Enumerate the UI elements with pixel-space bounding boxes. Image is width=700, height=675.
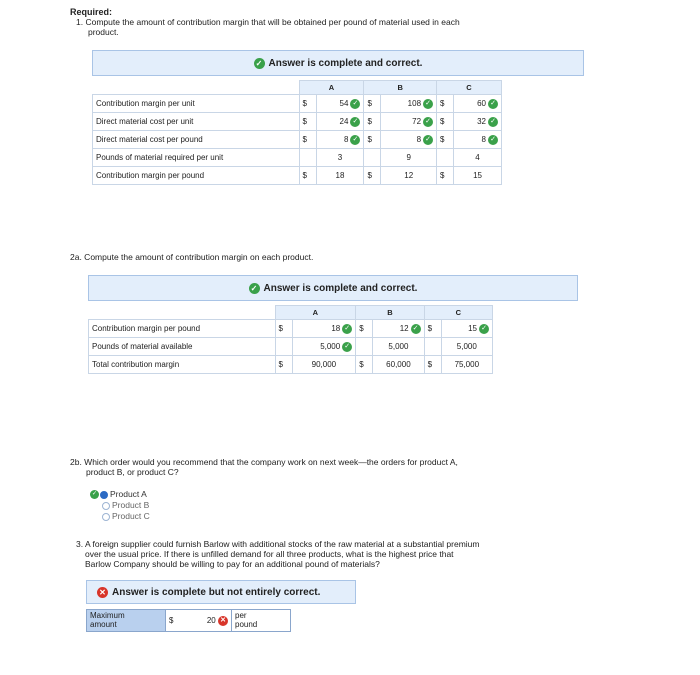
- table-contribution-per-pound: [92, 80, 502, 185]
- table-row: Contribution margin per pound $ 18 ✓ $ 12 ✓ $ 15 ✓: [89, 320, 493, 338]
- header-b: B: [364, 81, 437, 95]
- cell-input[interactable]: 8: [343, 134, 349, 144]
- check-icon: ✓: [423, 99, 433, 109]
- check-icon: ✓: [488, 135, 498, 145]
- answer-banner-2: ✓ Answer is complete and correct.: [88, 275, 578, 301]
- check-icon: ✓: [342, 324, 352, 334]
- table-row: Contribution margin per pound $ 18 $ 12 $ 15: [93, 167, 502, 185]
- check-icon: ✓: [423, 117, 433, 127]
- error-icon: ✕: [97, 587, 108, 598]
- table-row: Direct material cost per pound $ 8 ✓ $ 8 ✓ $ 8 ✓: [93, 131, 502, 149]
- cell-input[interactable]: 5,000: [320, 341, 341, 351]
- cell-input[interactable]: 108: [407, 98, 422, 108]
- check-icon: ✓: [479, 324, 489, 334]
- max-amount-row: [86, 609, 291, 632]
- check-icon: ✓: [350, 99, 360, 109]
- cell-input[interactable]: 72: [412, 116, 422, 126]
- check-icon: ✓: [342, 342, 352, 352]
- unit-label: per pound: [231, 610, 290, 631]
- max-amount-input[interactable]: $ 20 ✕: [165, 610, 231, 631]
- option-product-b[interactable]: Product B: [90, 500, 150, 511]
- required-label: Required:: [70, 7, 113, 17]
- check-icon: ✓: [249, 283, 260, 294]
- cell-input[interactable]: 18: [331, 323, 341, 333]
- answer-banner-1: ✓ Answer is complete and correct.: [92, 50, 584, 76]
- check-icon: ✓: [91, 491, 98, 498]
- question-2a: 2a. Compute the amount of contribution margin on each product.: [70, 252, 314, 262]
- table-row: Contribution margin per unit $ 54 ✓ $ 108 ✓ $ 60 ✓: [93, 95, 502, 113]
- cell-input[interactable]: 15: [468, 323, 477, 333]
- header-a: A: [275, 306, 356, 320]
- check-icon: ✓: [350, 117, 360, 127]
- option-product-c[interactable]: Product C: [90, 511, 150, 522]
- cell-input[interactable]: 32: [477, 116, 486, 126]
- check-icon: ✓: [488, 117, 498, 127]
- table-total-contribution: [88, 305, 493, 374]
- error-icon: ✕: [218, 616, 228, 626]
- cell-input[interactable]: 8: [416, 134, 422, 144]
- check-icon: ✓: [411, 324, 421, 334]
- table-row: Pounds of material required per unit 3 9 4: [93, 149, 502, 167]
- header-a: A: [299, 81, 364, 95]
- cell-input[interactable]: 12: [399, 323, 409, 333]
- question-2b: 2b. Which order would you recommend that the company work on next week—the orders for product A, product B, or product C?: [70, 457, 458, 477]
- check-icon: ✓: [488, 99, 498, 109]
- max-amount-label: Maximum amount: [87, 610, 165, 631]
- check-icon: ✓: [254, 58, 265, 69]
- header-c: C: [437, 81, 502, 95]
- table-row: Pounds of material available 5,000 ✓ 5,000 5,000: [89, 338, 493, 356]
- radio-selected-icon[interactable]: [100, 491, 108, 499]
- header-c: C: [424, 306, 492, 320]
- radio-icon[interactable]: [102, 513, 110, 521]
- check-icon: ✓: [423, 135, 433, 145]
- header-b: B: [356, 306, 424, 320]
- cell-input[interactable]: 60: [477, 98, 486, 108]
- cell-input[interactable]: 24: [339, 116, 349, 126]
- question-1: 1. Compute the amount of contribution margin that will be obtained per pound of material used in each product.: [76, 17, 460, 37]
- table-row: Direct material cost per unit $ 24 ✓ $ 72 ✓ $ 32 ✓: [93, 113, 502, 131]
- check-icon: ✓: [350, 135, 360, 145]
- radio-icon[interactable]: [102, 502, 110, 510]
- question-3: 3. A foreign supplier could furnish Barlow with additional stocks of the raw material at a substantial premium over the usual price. If there is unfilled demand for all three products, what is the highest price that Barlow Company should be willing to pay for an additional pound of materials?: [76, 539, 480, 569]
- cell-input[interactable]: 8: [481, 134, 486, 144]
- product-options: [90, 489, 150, 522]
- option-product-a[interactable]: ✓ Product A: [91, 489, 147, 499]
- table-row: Total contribution margin $ 90,000 $ 60,000 $ 75,000: [89, 356, 493, 374]
- cell-input[interactable]: 54: [339, 98, 349, 108]
- answer-banner-3: ✕ Answer is complete but not entirely correct.: [86, 580, 356, 604]
